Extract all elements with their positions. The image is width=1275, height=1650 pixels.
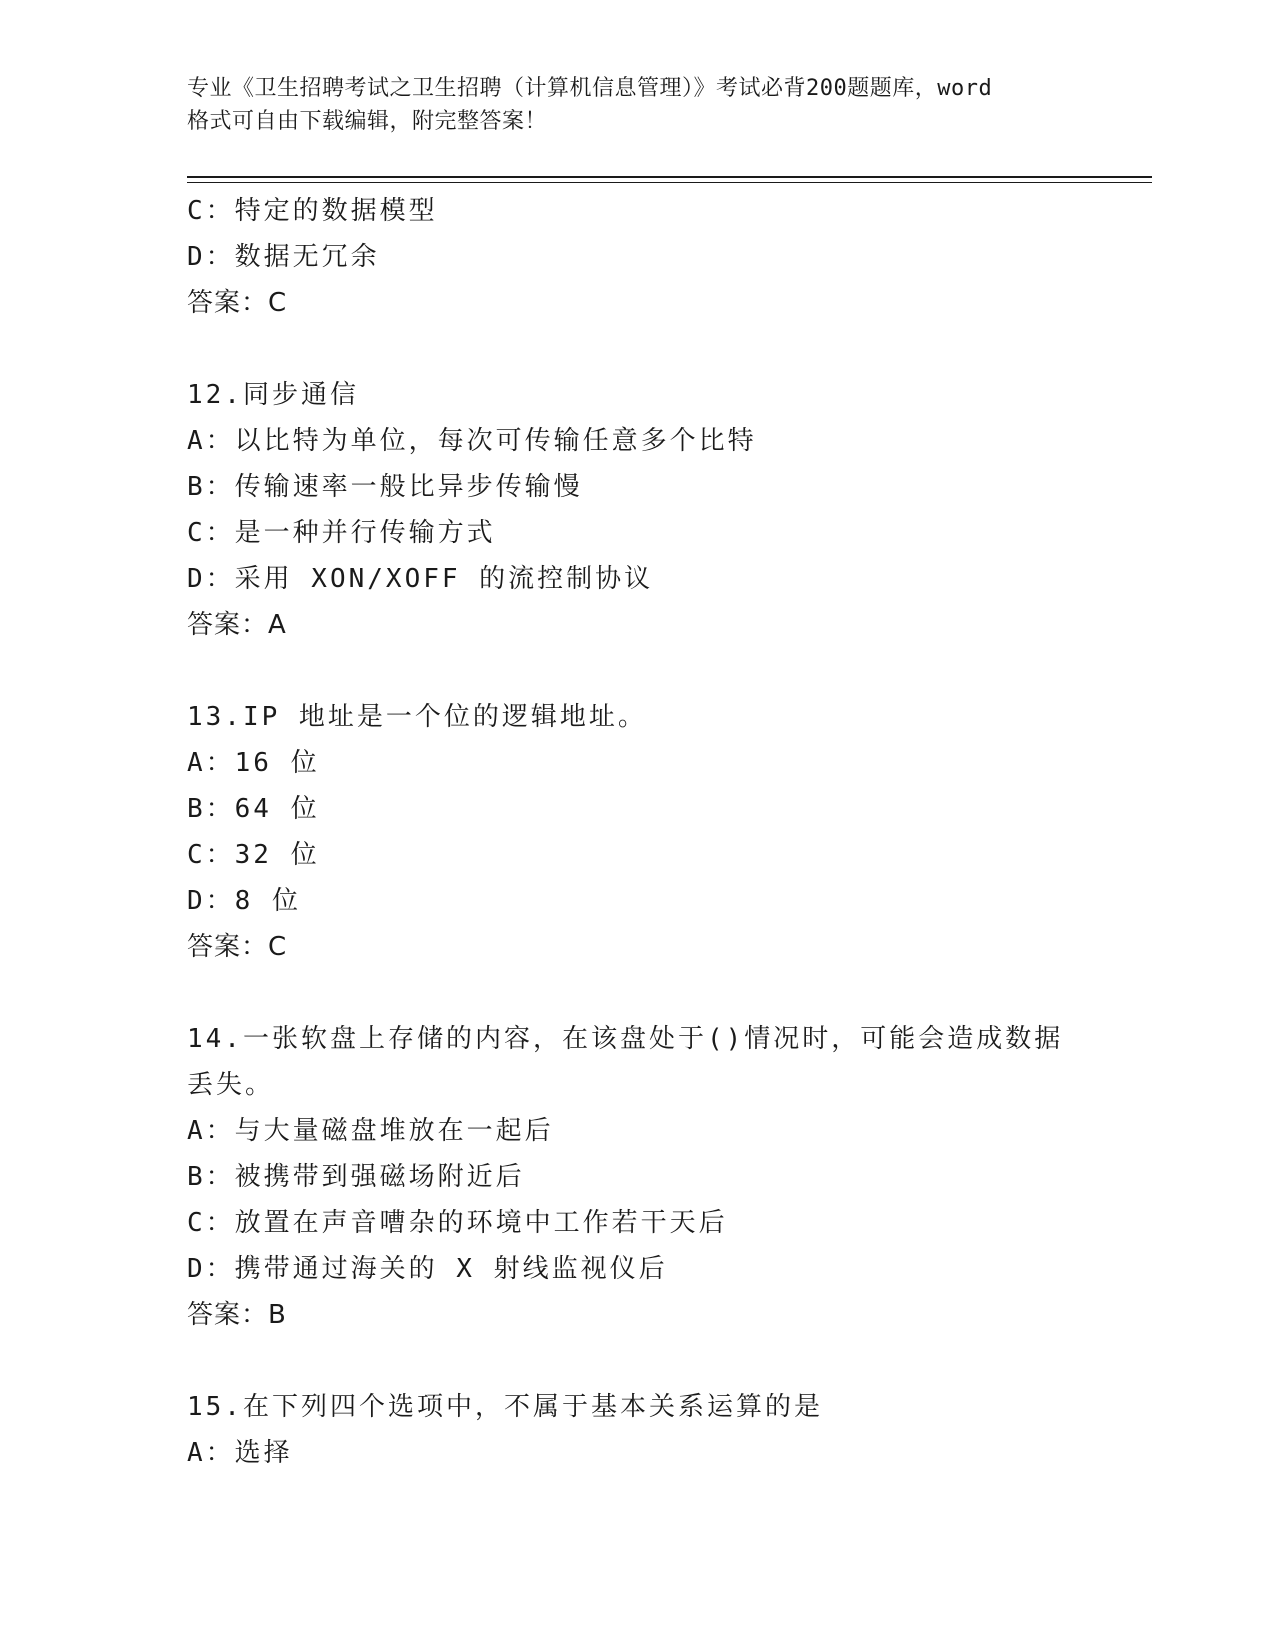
question-12-option-c: C：是一种并行传输方式 — [187, 518, 496, 548]
question-11-option-c: C：特定的数据模型 — [187, 196, 438, 226]
question-13-block — [187, 694, 1087, 970]
question-14-option-b: B：被携带到强磁场附近后 — [187, 1162, 525, 1192]
question-15-text: 15.在下列四个选项中，不属于基本关系运算的是 — [187, 1392, 823, 1422]
question-15-option-a: A：选择 — [187, 1438, 293, 1468]
header-line-1: 专业《卫生招聘考试之卫生招聘（计算机信息管理）》考试必背200题题库，word — [187, 76, 993, 101]
question-13-option-a: A：16 位 — [187, 748, 320, 778]
question-14-option-a: A：与大量磁盘堆放在一起后 — [187, 1116, 554, 1146]
question-14-answer: 答案：B — [187, 1300, 287, 1330]
question-11-answer: 答案：C — [187, 288, 288, 318]
document-header — [187, 72, 1087, 138]
question-13-text: 13.IP 地址是一个位的逻辑地址。 — [187, 702, 647, 732]
header-line-2: 格式可自由下载编辑，附完整答案！ — [187, 109, 548, 134]
question-12-block — [187, 372, 1087, 648]
question-12-option-a: A：以比特为单位，每次可传输任意多个比特 — [187, 426, 757, 456]
question-13-option-b: B：64 位 — [187, 794, 320, 824]
question-13-option-d: D：8 位 — [187, 886, 301, 916]
question-13-answer: 答案：C — [187, 932, 288, 962]
question-13-option-c: C：32 位 — [187, 840, 320, 870]
question-14-text: 14.一张软盘上存储的内容，在该盘处于()情况时，可能会造成数据丢失。 — [187, 1024, 1064, 1100]
question-15-block — [187, 1384, 1087, 1476]
header-divider-thick — [187, 176, 1152, 178]
header-divider-thin — [187, 182, 1152, 183]
question-14-option-d: D：携带通过海关的 X 射线监视仪后 — [187, 1254, 668, 1284]
question-11-option-d: D：数据无冗余 — [187, 242, 380, 272]
question-list — [187, 188, 1087, 1476]
question-11-block — [187, 188, 1087, 326]
question-12-text: 12.同步通信 — [187, 380, 359, 410]
question-12-answer: 答案：A — [187, 610, 287, 640]
question-12-option-d: D：采用 XON/XOFF 的流控制协议 — [187, 564, 654, 594]
question-14-option-c: C：放置在声音嘈杂的环境中工作若干天后 — [187, 1208, 728, 1238]
question-14-block — [187, 1016, 1087, 1338]
question-12-option-b: B：传输速率一般比异步传输慢 — [187, 472, 583, 502]
